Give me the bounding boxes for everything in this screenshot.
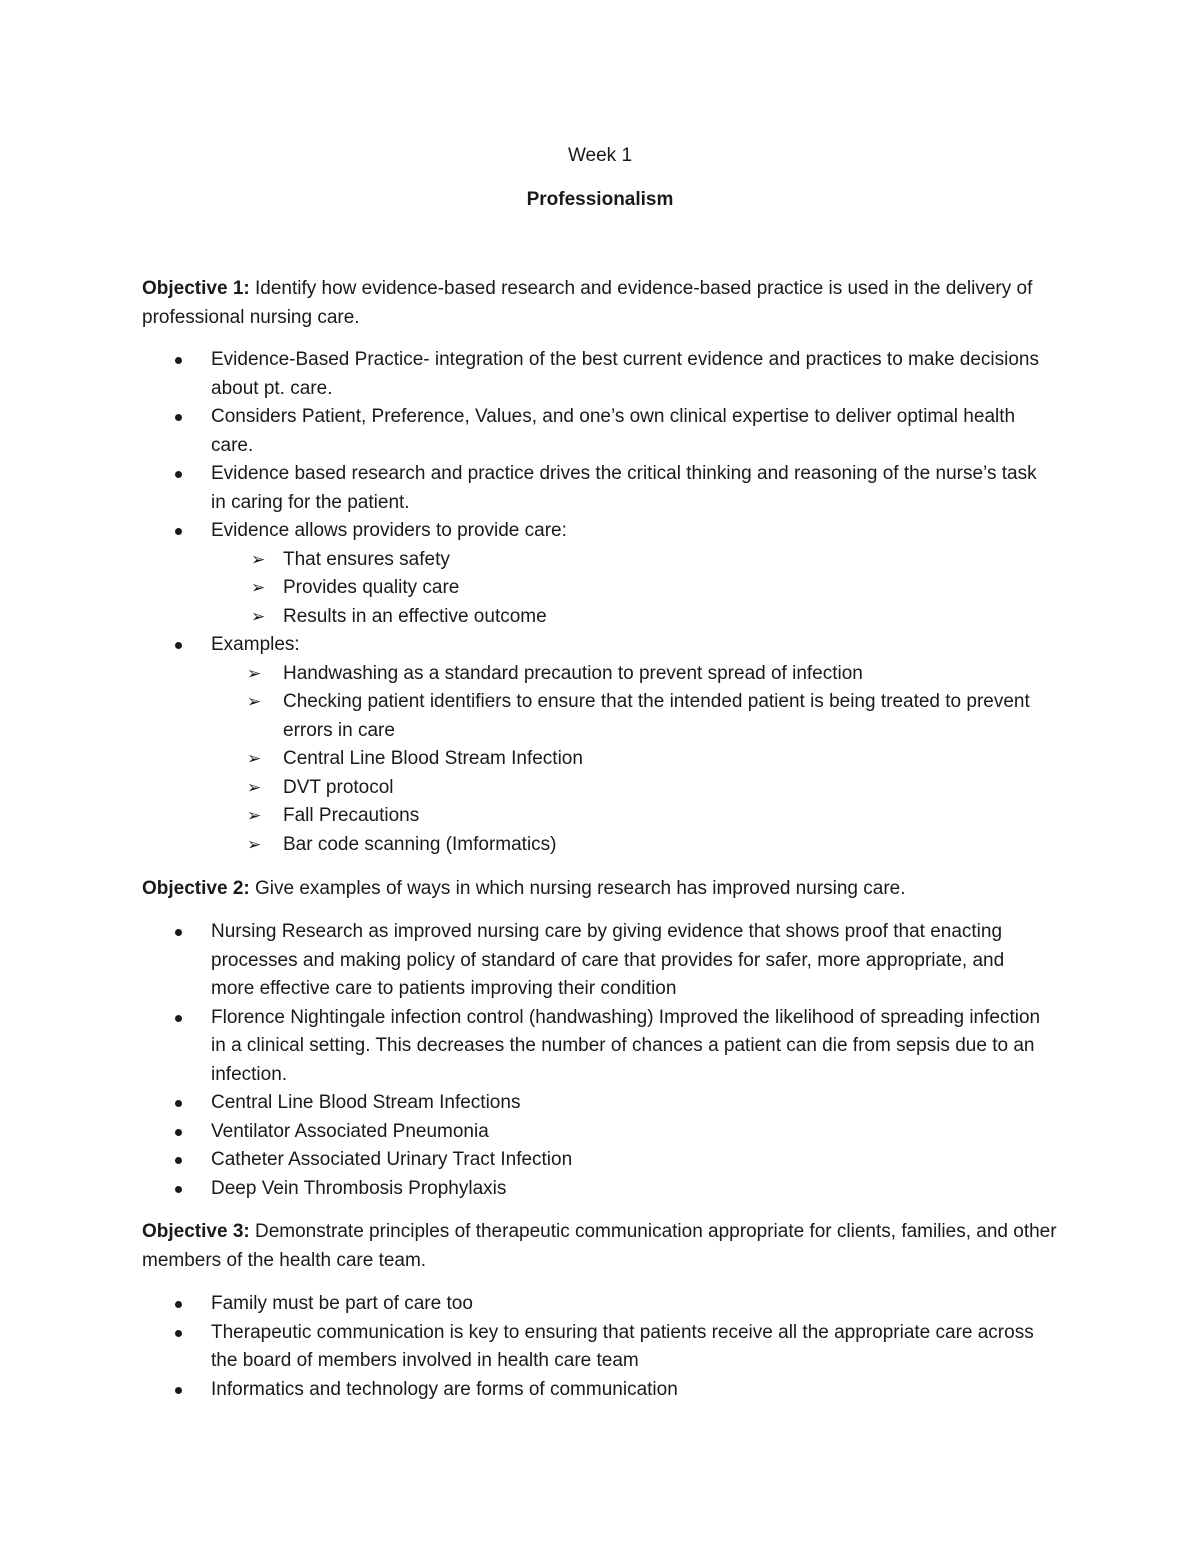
sublist-item [0,546,1063,575]
care-sublist [211,546,1051,632]
list-item [0,1089,1051,1118]
sublist-item-text: DVT protocol [283,776,394,798]
list-item-text: Evidence allows providers to provide care: [211,520,567,541]
list-item-text: Evidence based research and practice drives the critical thinking and reasoning of the nurse’s task in caring for the patient. [211,463,1037,513]
arrow-bullet-icon: ➢ [247,692,262,711]
sublist-item [0,745,1063,774]
sublist-item-text: Checking patient identifiers to ensure that the intended patient is being treated to prevent errors in care [283,691,1030,741]
objective-1-paragraph [142,275,1062,332]
sublist-item-text: Handwashing as a standard precaution to prevent spread of infection [283,662,863,684]
arrow-bullet-icon: ➢ [247,663,262,683]
list-item-text: Informatics and technology are forms of communication [211,1378,678,1400]
week-heading: Week 1 [567,145,633,166]
list-item [0,1118,1051,1147]
objective-3-paragraph [142,1218,1062,1275]
list-item-text: Central Line Blood Stream Infections [211,1092,521,1113]
objective-2-label: Objective 2: [142,878,250,899]
sublist-item-text: Results in an effective outcome [283,605,547,627]
bullet-icon [175,1387,182,1394]
objective-1-label: Objective 1: [142,278,250,299]
bullet-icon [175,1100,182,1107]
bullet-icon [175,929,182,936]
sublist-item [0,774,1063,803]
list-item-text: Evidence-Based Practice- integration of the best current evidence and practices to make decisions about pt. care. [211,349,1040,399]
list-item [0,631,1051,859]
list-item [0,403,1051,460]
list-item [0,1376,1051,1405]
bullet-icon [175,1301,182,1308]
bullet-icon [175,1186,182,1193]
arrow-bullet-icon: ➢ [247,777,262,797]
bullet-icon [175,1129,182,1136]
objective-3-text: Demonstrate principles of therapeutic communication appropriate for clients, families, and other members of the health care team. [142,1221,1057,1271]
sublist-item [0,574,1063,603]
objective-1-bullets [0,346,1200,859]
list-item-text: Ventilator Associated Pneumonia [211,1120,489,1142]
objective-1-text: Identify how evidence-based research and evidence-based practice is used in the delivery of professional nursing care. [142,278,1033,328]
sublist-item-text: Fall Precautions [283,805,420,826]
bullet-icon [175,1157,182,1164]
arrow-bullet-icon: ➢ [251,549,266,569]
list-item [0,1290,1051,1319]
objective-3-bullets [0,1290,1200,1404]
examples-sublist [211,660,1051,860]
list-item-text: Family must be part of care too [211,1293,473,1314]
objective-2-paragraph [142,875,1062,904]
list-item-text: Examples: [211,634,300,655]
list-item-text: Florence Nightingale infection control (handwashing) Improved the likelihood of spreading infection in a clinical setting. This decreases the number of chances a patient can die from sepsis due to an infection. [211,1006,1041,1085]
list-item-text: Nursing Research as improved nursing care by giving evidence that shows proof that enacting processes and making policy of standard of care that provides for safer, more appropriate, and more effective care to patients improving their condition [211,921,1005,999]
bullet-icon [175,642,182,649]
sublist-item [0,831,1063,860]
list-item [0,460,1051,517]
list-item [0,1004,1051,1090]
list-item-text: Catheter Associated Urinary Tract Infection [211,1149,573,1170]
list-item [0,346,1051,403]
list-item-text: Deep Vein Thrombosis Prophylaxis [211,1177,507,1199]
bullet-icon [175,471,182,478]
sublist-item [0,688,1063,745]
arrow-bullet-icon: ➢ [247,749,262,768]
arrow-bullet-icon: ➢ [247,806,262,825]
list-item [0,517,1051,631]
bullet-icon [175,528,182,535]
arrow-bullet-icon: ➢ [247,834,262,854]
list-item [0,918,1051,1004]
bullet-icon [175,414,182,421]
sublist-item-text: Bar code scanning (Imformatics) [283,833,557,855]
sublist-item [0,603,1063,632]
list-item-text: Therapeutic communication is key to ensuring that patients receive all the appropriate care across the board of members involved in health care team [211,1321,1034,1371]
bullet-icon [175,357,182,364]
list-item [0,1175,1051,1204]
arrow-bullet-icon: ➢ [251,578,266,597]
objective-3-label: Objective 3: [142,1221,250,1242]
arrow-bullet-icon: ➢ [251,606,266,626]
objective-2-bullets [0,918,1200,1203]
sublist-item-text: Provides quality care [283,577,460,598]
list-item-text: Considers Patient, Preference, Values, and one’s own clinical expertise to deliver optimal health care. [211,406,1016,456]
sublist-item [0,660,1063,689]
objective-2-text: Give examples of ways in which nursing research has improved nursing care. [249,878,906,899]
list-item [0,1146,1051,1175]
bullet-icon [175,1330,182,1337]
list-item [0,1319,1051,1376]
bullet-icon [175,1015,182,1022]
page-title: Professionalism [526,189,674,210]
sublist-item-text: Central Line Blood Stream Infection [283,748,583,769]
sublist-item-text: That ensures safety [283,548,450,570]
sublist-item [0,802,1063,831]
